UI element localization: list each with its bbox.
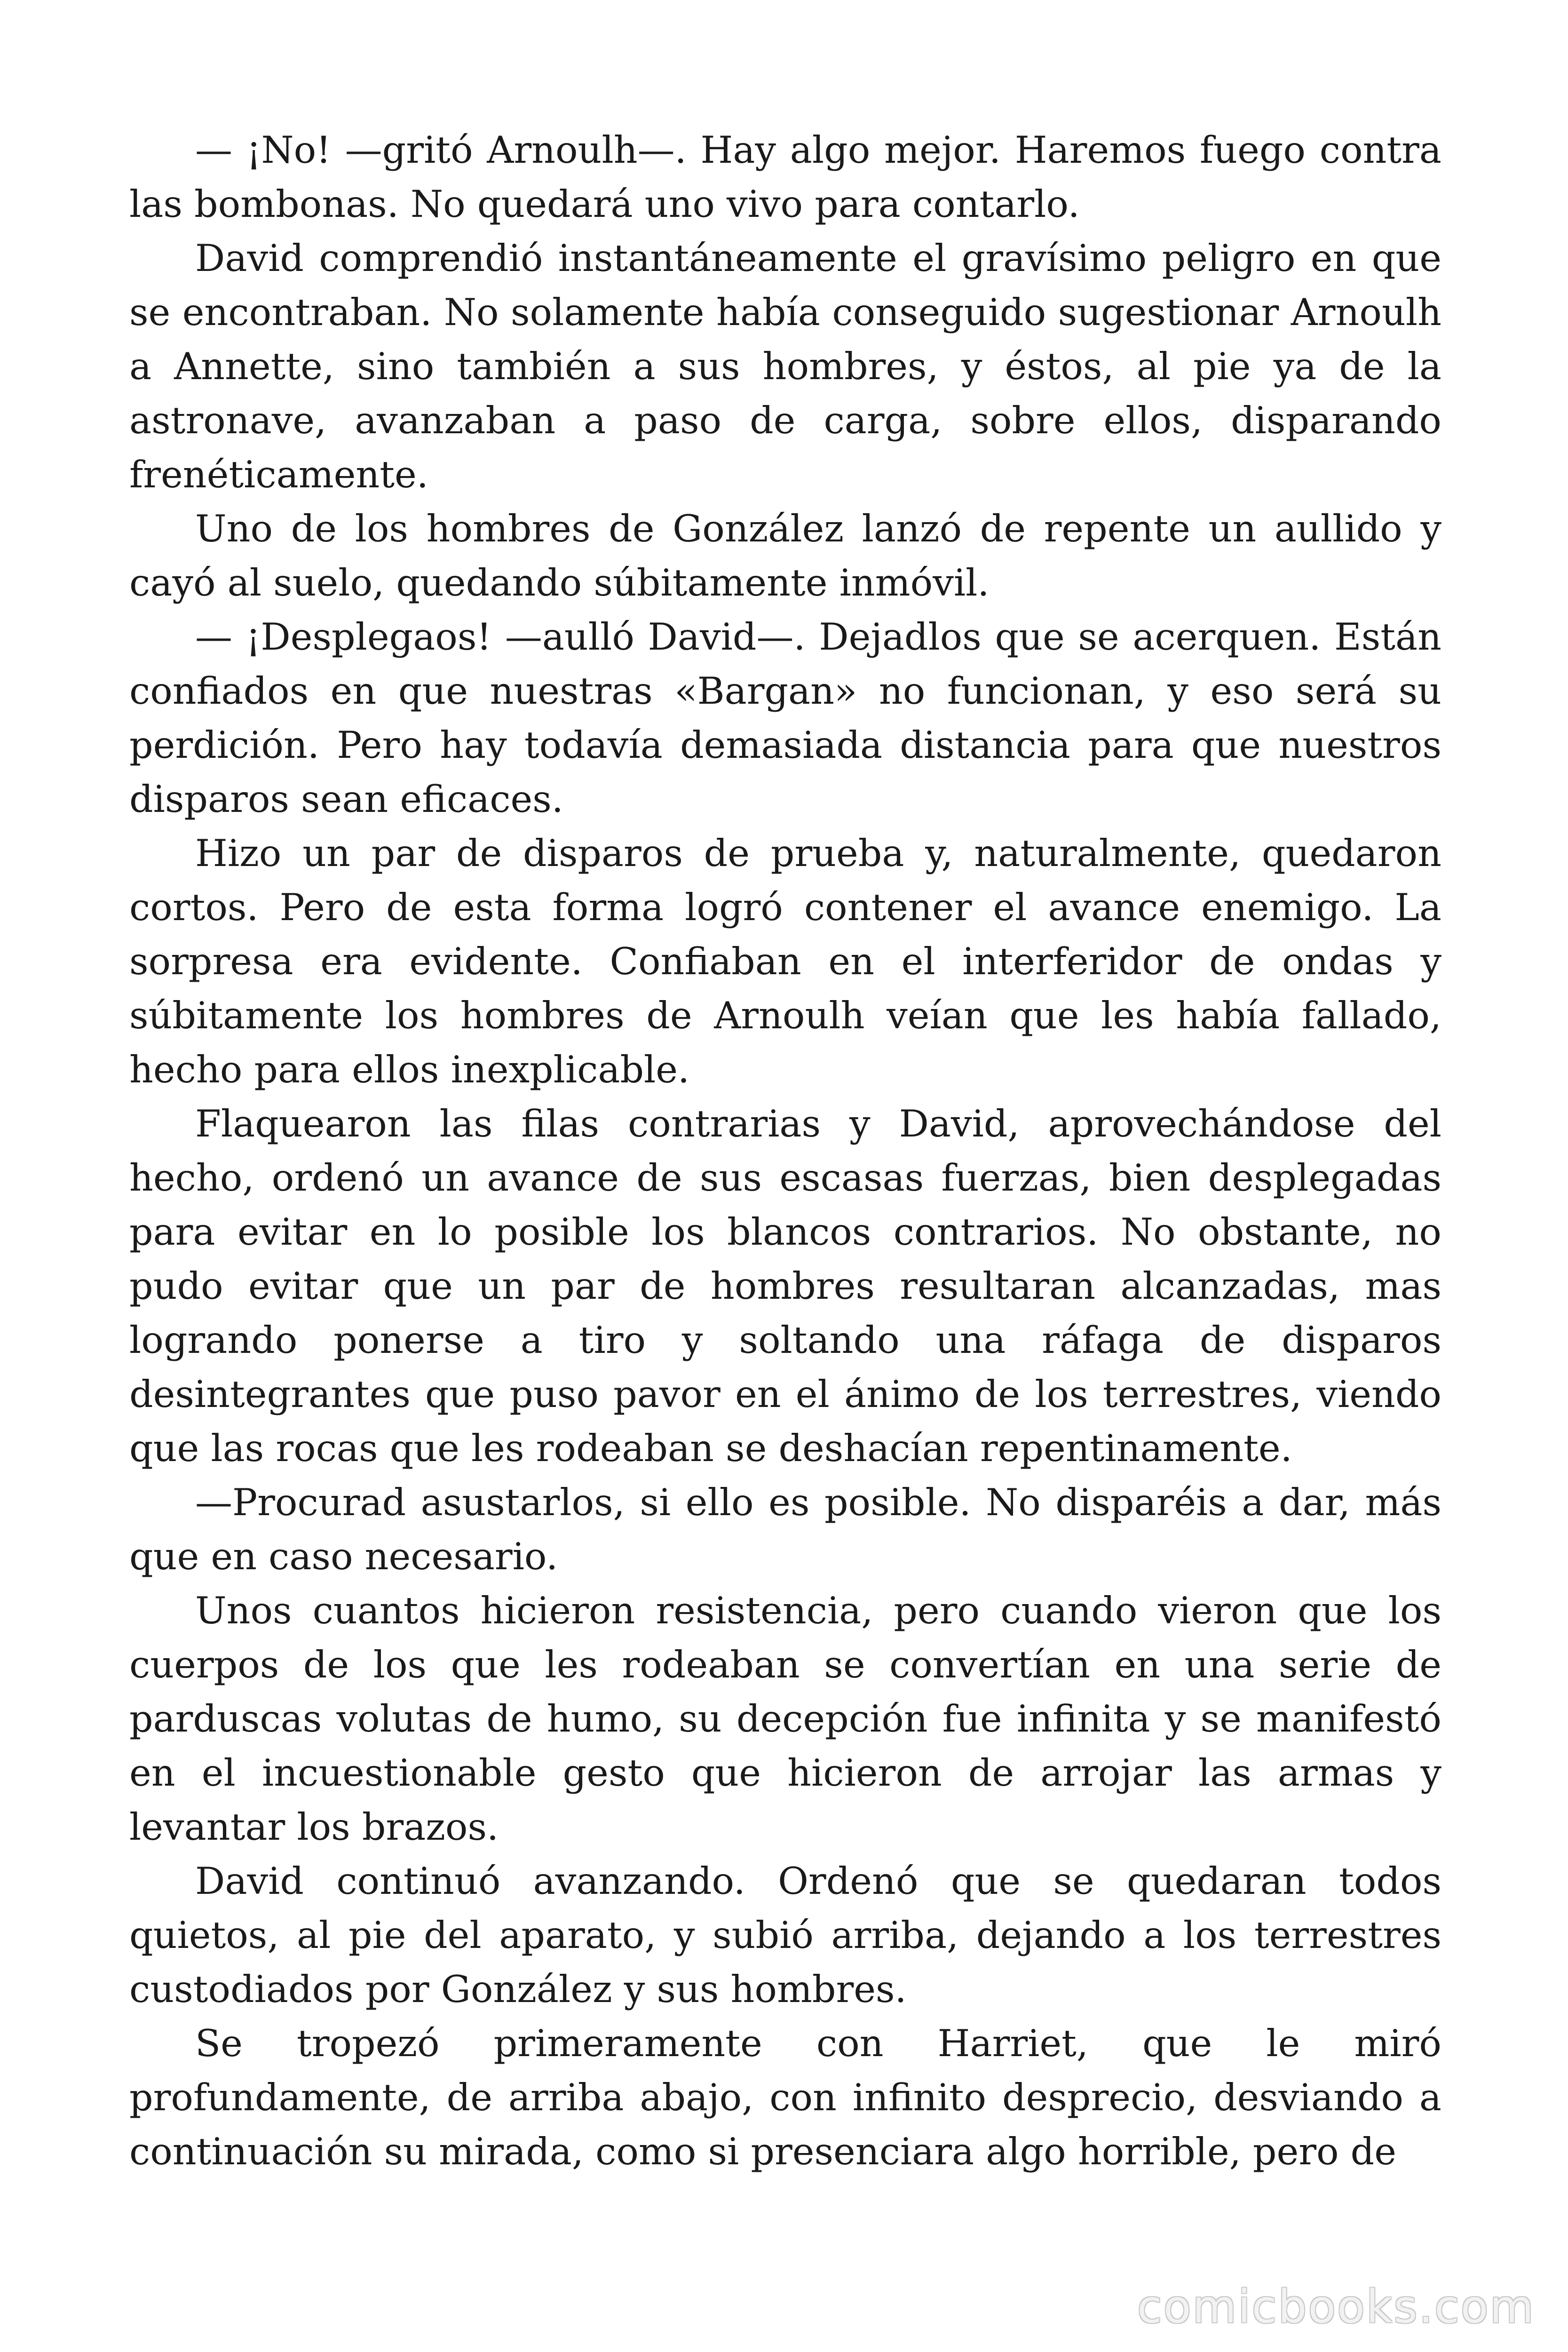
paragraph: Hizo un par de disparos de prueba y, naturalmente, quedaron cortos. Pero de esta forma logró contener el avance enemigo. La sorpresa era evidente. Confiaban en el interferidor de ondas y súbitamente los hombres de Arnoulh veían que les había fallado, hecho para ellos inexplicable. [129,832,1441,1091]
paragraph: Unos cuantos hicieron resistencia, pero cuando vieron que los cuerpos de los que les rodeaban se convertían en una serie de parduscas volutas de humo, su decepción fue infinita y se manifestó en el incuestionable gesto que hicieron de arrojar las armas y levantar los brazos. [129,1589,1441,1849]
watermark: comicbooks.com [1137,2280,1535,2333]
paragraph: — ¡Desplegaos! —aulló David—. Dejadlos que se acerquen. Están confiados en que nuestras «Bargan» no funcionan, y eso será su perdición. Pero hay todavía demasiada distancia para que nuestros disparos sean eficaces. [129,615,1441,821]
paragraph: Se tropezó primeramente con Harriet, que le miró profundamente, de arriba abajo, con infinito desprecio, desviando a continuación su mirada, como si presenciara algo horrible, pero de [129,2022,1441,2173]
paragraph: David comprendió instantáneamente el gravísimo peligro en que se encontraban. No solamente había conseguido sugestionar Arnoulh a Annette, sino también a sus hombres, y éstos, al pie ya de la astronave, avanzaban a paso de carga, sobre ellos, disparando frenéticamente. [129,237,1441,496]
paragraph: Flaquearon las filas contrarias y David, aprovechándose del hecho, ordenó un avance de sus escasas fuerzas, bien desplegadas para evitar en lo posible los blancos contrarios. No obstante, no pudo evitar que un par de hombres resultaran alcanzadas, mas logrando ponerse a tiro y soltando una ráfaga de disparos desintegrantes que puso pavor en el ánimo de los terrestres, viendo que las rocas que les rodeaban se deshacían repentinamente. [129,1102,1441,1470]
paragraph: Uno de los hombres de González lanzó de repente un aullido y cayó al suelo, quedando súbitamente inmóvil. [129,507,1441,604]
paragraph: —Procurad asustarlos, si ello es posible. No disparéis a dar, más que en caso necesario. [129,1481,1441,1578]
body-text [129,123,1441,2179]
paragraph: — ¡No! —gritó Arnoulh—. Hay algo mejor. Haremos fuego contra las bombonas. No quedará uno vivo para contarlo. [129,128,1441,226]
paragraph: David continuó avanzando. Ordenó que se quedaran todos quietos, al pie del aparato, y subió arriba, dejando a los terrestres custodiados por González y sus hombres. [129,1859,1441,2011]
